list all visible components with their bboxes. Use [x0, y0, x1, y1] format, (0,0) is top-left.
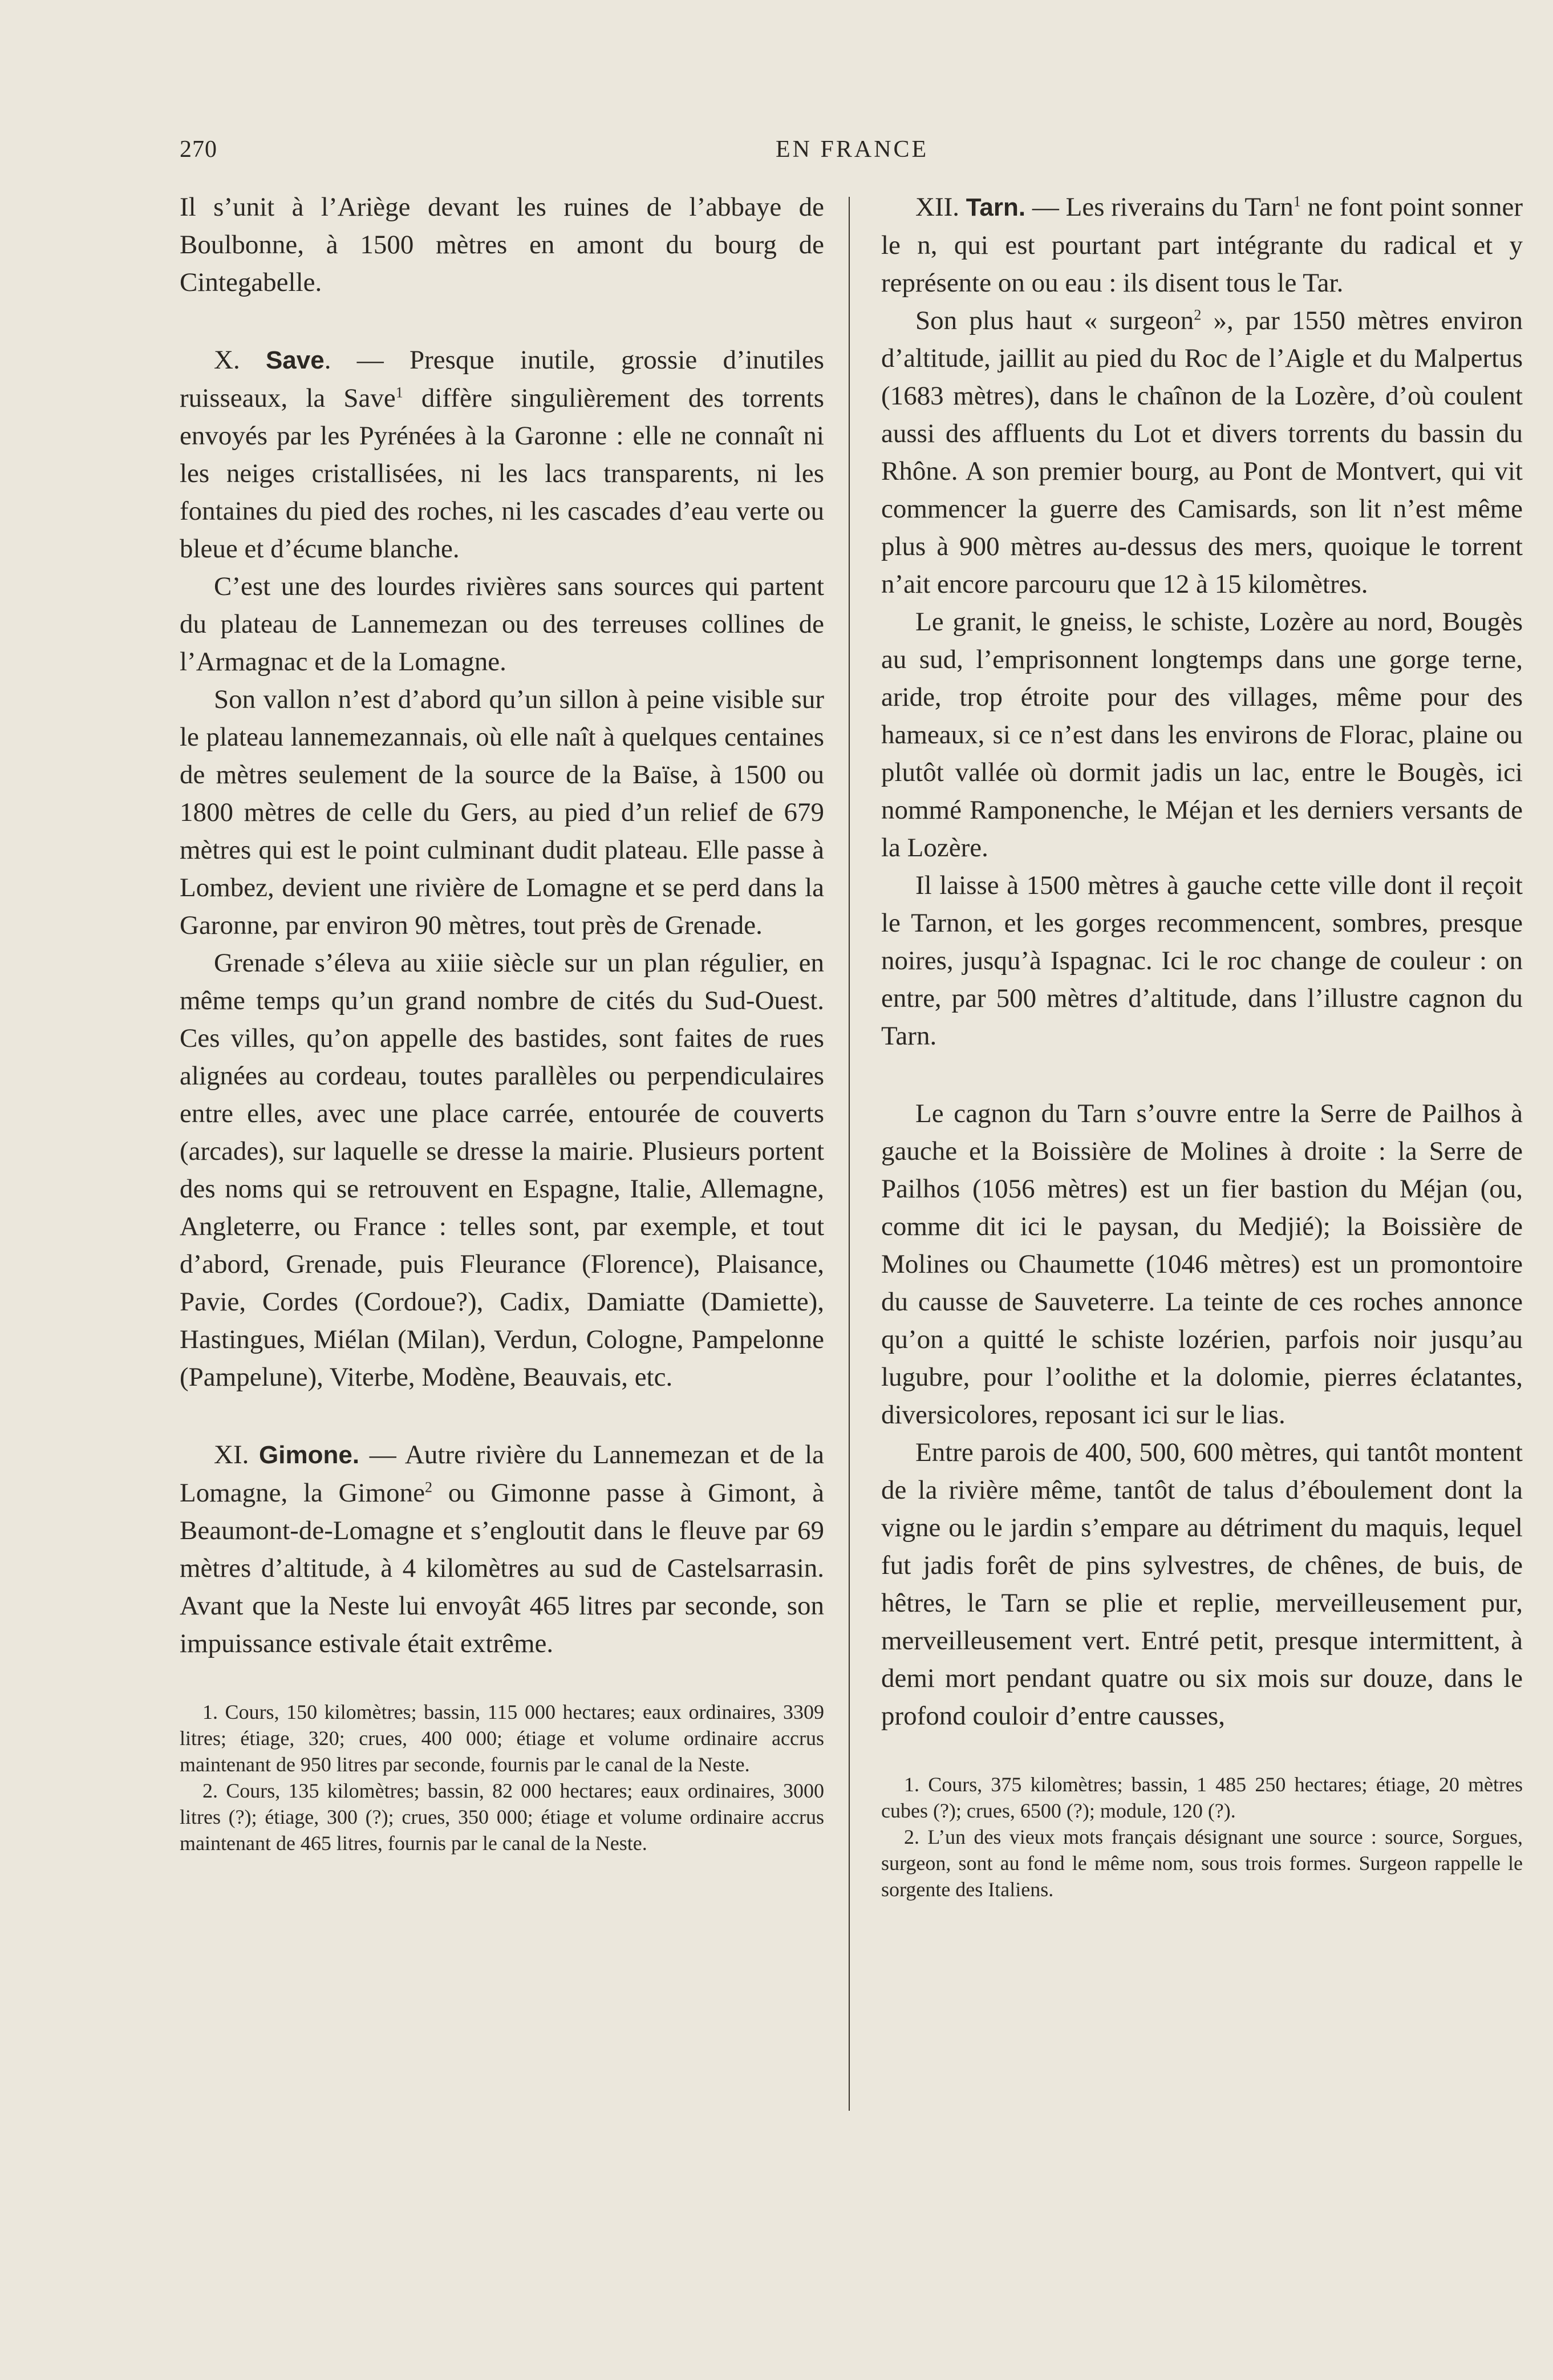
footnote-ref: 2 [424, 1479, 432, 1496]
footnotes-right [881, 1771, 1523, 1903]
section-gimone [180, 1436, 824, 1662]
column-divider [849, 197, 850, 2111]
paragraph-cagnon: Le cagnon du Tarn s’ouvre entre la Serre de Pailhos à gauche et la Boissière de Molines à droite : la Serre de Pailhos (1056 mètres) est un fier bastion du Méjan (ou, comme dit ici le paysan, du Medjié); la Boissière de Molines ou Chaumette (1046 mètres) est un promontoire du causse de Sauveterre. La teinte de ces roches annonce qu’on a quitté le schiste lozérien, parfois noir jusqu’au lugubre, pour l’oolithe et la dolomie, pierres éclatantes, diversicolores, reposant ici sur le lias. [881, 1099, 1523, 1430]
paragraph-laisse: Il laisse à 1500 mètres à gauche cette ville dont il reçoit le Tarnon, et les gorges recommencent, sombres, presque noires, jusqu’à Ispagnac. Ici le roc change de couleur : on entre, par 500 mètres d’altitude, dans l’illustre cagnon du Tarn. [881, 871, 1523, 1051]
tarn-text-a: — Les riverains du Tarn [1032, 192, 1294, 222]
section-title-tarn: Tarn. [966, 193, 1026, 221]
tarn-text-b: ne font point sonner le n, qui est pourtant part intégrante du radical et y représente on ou eau : ils disent tous le Tar. [881, 192, 1523, 298]
section-numeral: XII. [915, 192, 959, 222]
running-title: EN FRANCE [776, 136, 929, 163]
footnote: 1. Cours, 375 kilomètres; bassin, 1 485 250 hectares; étiage, 20 mètres cubes (?); crues, 6500 (?); module, 120 (?). [881, 1773, 1523, 1822]
surgeon-text-a: Son plus haut « surgeon [915, 306, 1194, 335]
footnotes-left [180, 1699, 824, 1856]
section-numeral: XI. [214, 1440, 249, 1470]
page-header [0, 136, 1553, 170]
save-text-b: diffère singulièrement des torrents envoyés par les Pyrénées à la Garonne : elle ne connaît ni les neiges cristallisées, ni les lacs transparents, ni les fontaines du pied des roches, ni les cascades d’eau verte ou bleue et d’écume blanche. [180, 383, 825, 564]
section-title-gimone: Gimone. [259, 1441, 360, 1469]
paragraph-grenade: Grenade s’éleva au xiiie siècle sur un plan régulier, en même temps qu’un grand nombre de cités du Sud-Ouest. Ces villes, qu’on appelle des bastides, sont faites de rues alignées au cordeau, toutes parallèles ou perpendiculaires entre elles, avec une place carrée, entourée de couverts (arcades), sur laquelle se dresse la mairie. Plusieurs portent des noms qui se retrouvent en Espagne, Italie, Allemagne, Angleterre, ou France : telles sont, par exemple, et tout d’abord, Grenade, puis Fleurance (Florence), Plaisance, Pavie, Cordes (Cordoue?), Cadix, Damiatte (Damiette), Hastingues, Miélan (Milan), Verdun, Cologne, Pampelonne (Pampelune), Viterbe, Modène, Beauvais, etc. [180, 948, 824, 1392]
paragraph-vallon: Son vallon n’est d’abord qu’un sillon à peine visible sur le plateau lannemezannais, où elle naît à quelques centaines de mètres seulement de la source de la Baïse, à 1500 ou 1800 mètres de celle du Gers, au pied d’un relief de 679 mètres qui est le point culminant dudit plateau. Elle passe à Lombez, devient une rivière de Lomagne et se perd dans la Garonne, par environ 90 mètres, tout près de Grenade. [180, 685, 824, 940]
footnote: 1. Cours, 150 kilomètres; bassin, 115 000 hectares; eaux ordinaires, 3309 litres; étiage, 320; crues, 400 000; étiage et volume ordinaire accrus maintenant de 950 litres par seconde, fournis par le canal de la Neste. [180, 1701, 824, 1776]
section-save: X. Save. — Presque inutile, grossie d’inutiles ruisseaux, la Save$^1$ diffère singulièrement des torrents envoyés par les Pyrénées à la Garonne : elle ne connaît ni les neiges cristallisées, ni les lacs transparents, ni les fontaines du pied des roches, ni les cascades d’eau verte ou bleue et d’écume blanche. [180, 345, 825, 564]
paragraph-ariege: Il s’unit à l’Ariège devant les ruines de l’abbaye de Boulbonne, à 1500 mètres en amont du bourg de Cintegabelle. [180, 192, 824, 297]
section-title-save: Save [265, 346, 325, 374]
paragraph-lourdes: C’est une des lourdes rivières sans sources qui partent du plateau de Lannemezan ou des terreuses collines de l’Armagnac et de la Lomagne. [180, 572, 824, 677]
gimone-text-b: ou Gimonne passe à Gimont, à Beaumont-de-Lomagne et s’engloutit dans le fleuve par 69 mètres d’altitude, à 4 kilomètres au sud de Castelsarrasin. Avant que la Neste lui envoyât 465 litres par seconde, son impuissance estivale était extrême. [180, 1478, 825, 1658]
section-tarn [881, 188, 1523, 302]
page-number: 270 [180, 136, 217, 163]
footnote: 2. L’un des vieux mots français désignant une source : source, Sorgues, surgeon, sont au fond le même nom, sous trois formes. Surgeon rappelle le sorgente des Italiens. [881, 1826, 1523, 1901]
right-column [881, 188, 1523, 2128]
paragraph-granit: Le granit, le gneiss, le schiste, Lozère au nord, Bougès au sud, l’emprisonnent longtemps dans une gorge terne, aride, trop étroite pour des villages, même pour des hameaux, si ce n’est dans les environs de Florac, plaine ou plutôt vallée où dormit jadis un lac, entre le Bougès, ici nommé Ramponenche, le Méjan et les derniers versants de la Lozère. [881, 607, 1523, 863]
left-column [180, 188, 824, 2128]
paragraph-surgeon [881, 302, 1523, 603]
footnote-ref: 2 [1194, 306, 1202, 323]
paragraph-parois: Entre parois de 400, 500, 600 mètres, qui tantôt montent de la rivière même, tantôt de talus d’éboulement dont la vigne ou le jardin s’empare au détriment du maquis, lequel fut jadis forêt de pins sylvestres, de chênes, de buis, de hêtres, le Tarn se plie et replie, merveilleusement pur, merveilleusement vert. Entré petit, presque intermittent, à demi mort pendant quatre ou six mois sur douze, dans le profond couloir d’entre causses, [881, 1438, 1523, 1731]
footnote-ref: 1 [1293, 193, 1301, 210]
gimone-text-a: — Autre rivière du Lannemezan et de la Lomagne, la Gimone [180, 1440, 824, 1508]
surgeon-text-b: », par 1550 mètres environ d’altitude, jaillit au pied du Roc de l’Aigle et du Malpertus (1683 mètres), dans le chaînon de la Lozère, d’où coulent aussi des affluents du Lot et divers torrents du bassin du Rhône. A son premier bourg, au Pont de Montvert, qui vit commencer la guerre des Camisards, son lit n’est même plus à 900 mètres au-dessus des mers, quoique le torrent n’ait encore parcouru que 12 à 15 kilomètres. [881, 306, 1523, 599]
save-text-a: — Presque inutile, grossie d’inutiles ruisseaux, la Save [180, 345, 825, 413]
section-numeral: X. [214, 345, 240, 375]
footnote-ref: 1 [395, 384, 403, 401]
footnote: 2. Cours, 135 kilomètres; bassin, 82 000 hectares; eaux ordinaires, 3000 litres (?); étiage, 300 (?); crues, 350 000; étiage et volume ordinaire accrus maintenant de 465 litres, fournis par le canal de la Neste. [180, 1779, 824, 1855]
